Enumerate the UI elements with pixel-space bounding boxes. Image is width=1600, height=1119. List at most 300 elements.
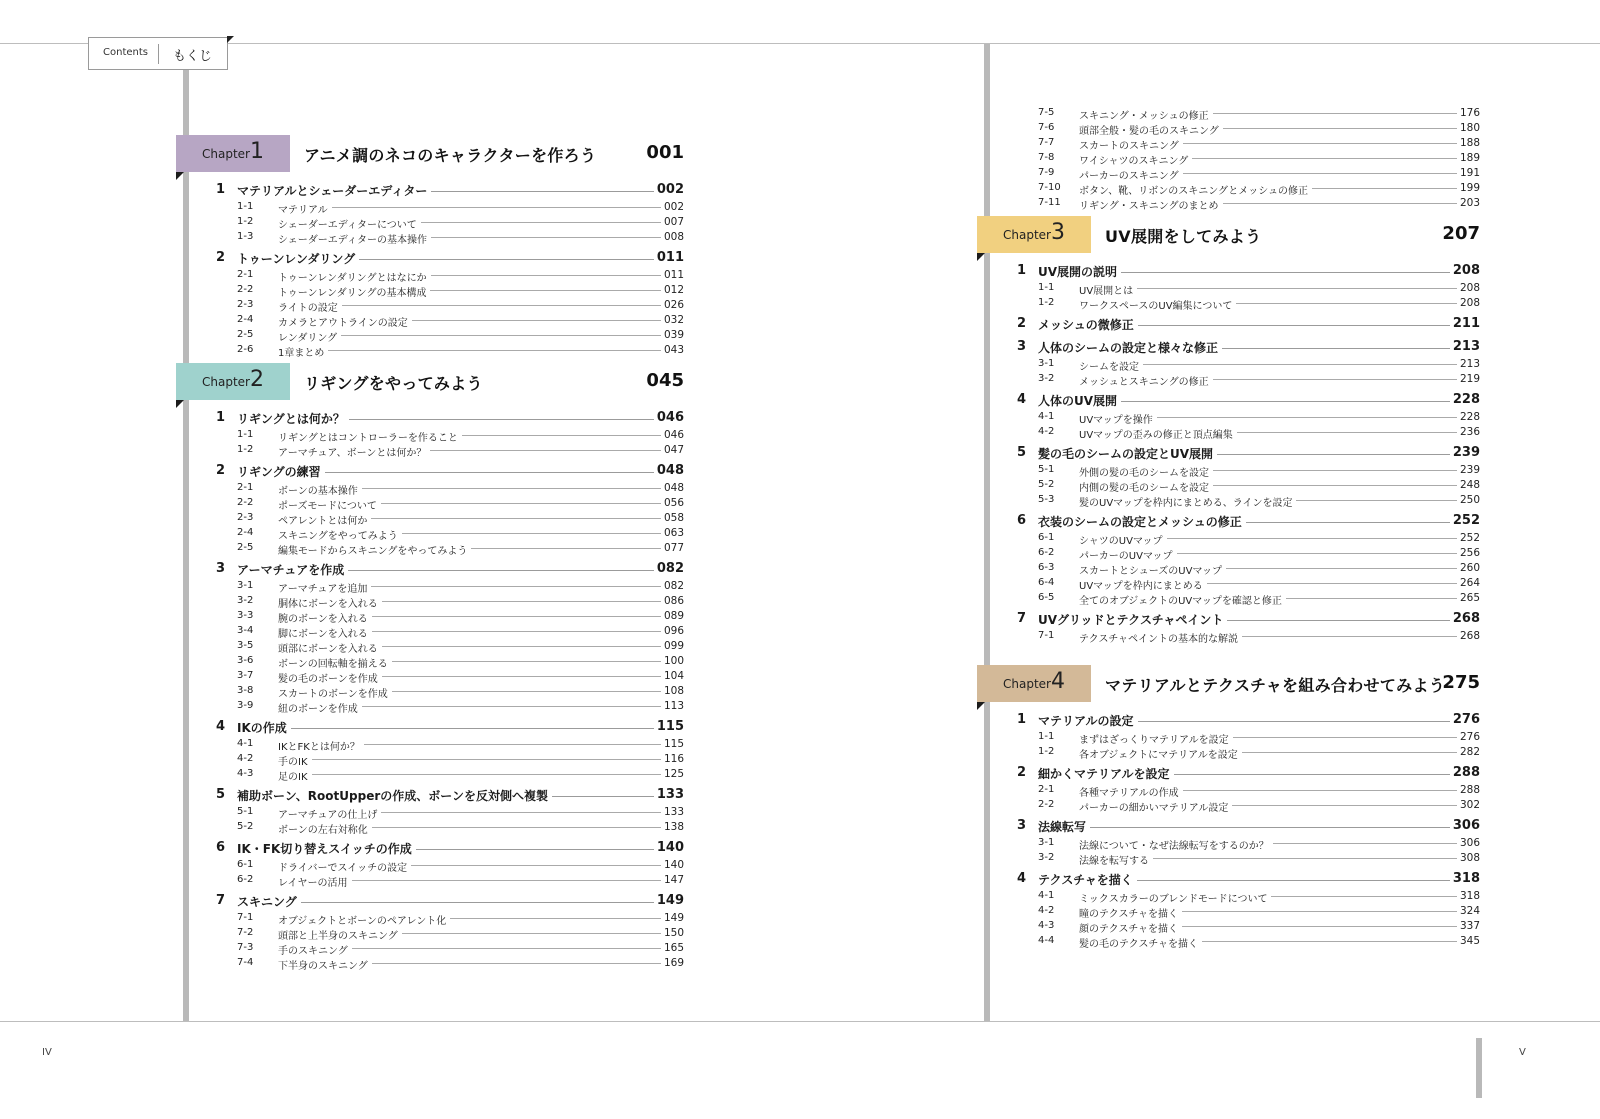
subsection-number: 3-1 — [237, 580, 254, 591]
subsection-number: 3-1 — [1038, 837, 1055, 848]
toc-section[interactable] — [176, 784, 684, 804]
subsection-page: 256 — [1457, 547, 1480, 559]
toc-subsection[interactable] — [176, 668, 684, 683]
subsection-number: 2-1 — [237, 269, 254, 280]
subsection-number: 2-5 — [237, 542, 254, 553]
toc-section[interactable] — [977, 389, 1480, 409]
subsection-number: 1-2 — [1038, 746, 1055, 757]
toc-subsection[interactable] — [977, 135, 1480, 150]
subsection-page: 099 — [661, 640, 684, 652]
chapter-header-3[interactable] — [977, 216, 1480, 254]
subsection-title: 髪のUVマップを枠内にまとめる、ラインを設定 — [1079, 494, 1296, 509]
subsection-page: 302 — [1457, 799, 1480, 811]
section-number: 5 — [216, 787, 226, 802]
subsection-number: 7-8 — [1038, 152, 1055, 163]
section-page: 318 — [1450, 871, 1480, 886]
contents-jp-label: もくじ — [173, 49, 213, 64]
subsection-number: 2-6 — [237, 344, 254, 355]
subsection-title: レンダリング — [278, 329, 341, 344]
subsection-page: 248 — [1457, 479, 1480, 491]
section-page: 213 — [1450, 339, 1480, 354]
right-toc-column — [977, 105, 1480, 948]
toc-subsection[interactable] — [977, 280, 1480, 295]
section-title: リギングの練習 — [237, 463, 325, 480]
toc-section[interactable] — [977, 709, 1480, 729]
contents-label: Contents — [103, 47, 148, 58]
section-number: 2 — [216, 250, 226, 265]
subsection-title: 内側の髪の毛のシームを設定 — [1079, 479, 1213, 494]
subsection-number: 3-2 — [1038, 852, 1055, 863]
chapter-label: Chapter — [202, 375, 250, 389]
toc-subsection[interactable] — [176, 495, 684, 510]
section-page: 252 — [1450, 513, 1480, 528]
subsection-page: 048 — [661, 482, 684, 494]
subsection-number: 2-4 — [237, 314, 254, 325]
section-title: 髪の毛のシームの設定とUV展開 — [1038, 445, 1217, 462]
subsection-number: 6-1 — [1038, 532, 1055, 543]
subsection-page: 032 — [661, 314, 684, 326]
subsection-number: 2-2 — [237, 497, 254, 508]
subsection-page: 149 — [661, 912, 684, 924]
subsection-page: 086 — [661, 595, 684, 607]
toc-subsection[interactable] — [977, 628, 1480, 643]
toc-section[interactable] — [977, 815, 1480, 835]
subsection-page: 260 — [1457, 562, 1480, 574]
subsection-title: 法線について・なぜ法線転写をするのか？ — [1079, 837, 1273, 852]
subsection-title: レイヤーの活用 — [278, 874, 352, 889]
subsection-page: 046 — [661, 429, 684, 441]
section-title: 法線転写 — [1038, 818, 1090, 835]
toc-subsection[interactable] — [176, 736, 684, 751]
subsection-title: 髪の毛のボーンを作成 — [278, 670, 382, 685]
subsection-page: 011 — [661, 269, 684, 281]
toc-subsection[interactable] — [977, 797, 1480, 812]
subsection-page: 082 — [661, 580, 684, 592]
toc-subsection[interactable] — [176, 525, 684, 540]
subsection-page: 276 — [1457, 731, 1480, 743]
subsection-title: UVマップの歪みの修正と頂点編集 — [1079, 426, 1237, 441]
subsection-page: 026 — [661, 299, 684, 311]
subsection-title: ミックスカラーのブレンドモードについて — [1079, 890, 1271, 905]
section-title: IKの作成 — [237, 719, 291, 736]
chapter-title: マテリアルとテクスチャを組み合わせてみよう — [1105, 676, 1446, 695]
subsection-title: UVマップを操作 — [1079, 411, 1157, 426]
toc-subsection[interactable] — [176, 925, 684, 940]
toc-subsection[interactable] — [176, 593, 684, 608]
subsection-title: UV展開とは — [1079, 282, 1137, 297]
toc-subsection[interactable] — [176, 857, 684, 872]
subsection-title: ボタン、靴、リボンのスキニングとメッシュの修正 — [1079, 182, 1312, 197]
subsection-title: カメラとアウトラインの設定 — [278, 314, 412, 329]
subsection-title: 頭部全般・髪の毛のスキニング — [1079, 122, 1223, 137]
subsection-number: 7-1 — [1038, 630, 1055, 641]
subsection-number: 5-1 — [1038, 464, 1055, 475]
subsection-title: メッシュとスキニングの修正 — [1079, 373, 1213, 388]
section-page: 140 — [654, 840, 684, 855]
subsection-title: アーマチュアを追加 — [278, 580, 371, 595]
section-number: 6 — [216, 840, 226, 855]
toc-subsection[interactable] — [176, 427, 684, 442]
subsection-page: 008 — [661, 231, 684, 243]
toc-subsection[interactable] — [176, 327, 684, 342]
subsection-number: 4-1 — [1038, 890, 1055, 901]
subsection-title: パーカーのUVマップ — [1079, 547, 1177, 562]
subsection-page: 337 — [1457, 920, 1480, 932]
subsection-number: 3-3 — [237, 610, 254, 621]
section-page: 002 — [654, 182, 684, 197]
subsection-number: 4-2 — [1038, 426, 1055, 437]
section-page: 268 — [1450, 611, 1480, 626]
subsection-page: 324 — [1457, 905, 1480, 917]
subsection-page: 236 — [1457, 426, 1480, 438]
toc-section[interactable] — [977, 260, 1480, 280]
subsection-page: 265 — [1457, 592, 1480, 604]
toc-subsection[interactable] — [977, 462, 1480, 477]
toc-subsection[interactable] — [176, 698, 684, 713]
toc-subsection[interactable] — [977, 560, 1480, 575]
toc-subsection[interactable] — [176, 442, 684, 457]
toc-subsection[interactable] — [176, 199, 684, 214]
subsection-page: 188 — [1457, 137, 1480, 149]
toc-section[interactable] — [176, 890, 684, 910]
toc-section[interactable] — [977, 762, 1480, 782]
section-title: テクスチャを描く — [1038, 871, 1137, 888]
subsection-title: ワイシャツのスキニング — [1079, 152, 1192, 167]
section-title: 人体のUV展開 — [1038, 392, 1121, 409]
subsection-title: マテリアル — [278, 201, 332, 216]
toc-subsection[interactable] — [977, 150, 1480, 165]
subsection-page: 264 — [1457, 577, 1480, 589]
subsection-page: 165 — [661, 942, 684, 954]
toc-subsection[interactable] — [977, 195, 1480, 210]
subsection-page: 306 — [1457, 837, 1480, 849]
section-title: UV展開の説明 — [1038, 263, 1121, 280]
chapter-number: 3 — [1051, 220, 1065, 245]
toc-subsection[interactable] — [176, 910, 684, 925]
subsection-title: 外側の髪の毛のシームを設定 — [1079, 464, 1213, 479]
chapter-header-1[interactable] — [176, 135, 684, 173]
subsection-number: 7-10 — [1038, 182, 1061, 193]
subsection-number: 7-5 — [1038, 107, 1055, 118]
toc-subsection[interactable] — [176, 819, 684, 834]
subsection-number: 3-9 — [237, 700, 254, 711]
subsection-number: 5-2 — [1038, 479, 1055, 490]
subsection-page: 115 — [661, 738, 684, 750]
left-toc-column — [176, 135, 684, 970]
subsection-title: パーカーの細かいマテリアル設定 — [1079, 799, 1232, 814]
right-folio: V — [1519, 1047, 1526, 1058]
subsection-title: シェーダーエディターの基本操作 — [278, 231, 431, 246]
toc-subsection[interactable] — [977, 371, 1480, 386]
toc-section[interactable] — [977, 868, 1480, 888]
section-page: 149 — [654, 893, 684, 908]
subsection-page: 318 — [1457, 890, 1480, 902]
subsection-number: 6-2 — [1038, 547, 1055, 558]
subsection-title: 足のIK — [278, 768, 312, 783]
subsection-page: 213 — [1457, 358, 1480, 370]
toc-subsection[interactable] — [176, 955, 684, 970]
subsection-page: 268 — [1457, 630, 1480, 642]
subsection-number: 3-7 — [237, 670, 254, 681]
toc-subsection[interactable] — [176, 804, 684, 819]
leader-line — [237, 728, 676, 729]
subsection-title: ドライバーでスイッチの設定 — [278, 859, 411, 874]
left-folio: IV — [42, 1047, 52, 1058]
section-number: 1 — [216, 410, 226, 425]
toc-subsection[interactable] — [176, 214, 684, 229]
toc-subsection[interactable] — [176, 608, 684, 623]
toc-subsection[interactable] — [977, 477, 1480, 492]
section-number: 3 — [1017, 339, 1027, 354]
subsection-page: 125 — [661, 768, 684, 780]
toc-subsection[interactable] — [977, 530, 1480, 545]
subsection-page: 138 — [661, 821, 684, 833]
toc-subsection[interactable] — [977, 105, 1480, 120]
subsection-number: 6-2 — [237, 874, 254, 885]
subsection-number: 6-3 — [1038, 562, 1055, 573]
subsection-number: 4-1 — [237, 738, 254, 749]
toc-subsection[interactable] — [977, 165, 1480, 180]
subsection-page: 063 — [661, 527, 684, 539]
toc-subsection[interactable] — [176, 540, 684, 555]
contents-tab — [88, 37, 228, 70]
toc-section[interactable] — [176, 716, 684, 736]
toc-subsection[interactable] — [977, 295, 1480, 310]
section-page: 115 — [654, 719, 684, 734]
subsection-title: シャツのUVマップ — [1079, 532, 1167, 547]
toc-section[interactable] — [176, 407, 684, 427]
section-page: 133 — [654, 787, 684, 802]
subsection-number: 7-6 — [1038, 122, 1055, 133]
section-page: 082 — [654, 561, 684, 576]
subsection-title: ボーンの左右対称化 — [278, 821, 372, 836]
toc-subsection[interactable] — [176, 282, 684, 297]
section-title: IK・FK切り替えスイッチの作成 — [237, 840, 416, 857]
toc-subsection[interactable] — [176, 297, 684, 312]
subsection-number: 1-1 — [237, 201, 254, 212]
subsection-title: ポーズモードについて — [278, 497, 381, 512]
toc-section[interactable] — [176, 460, 684, 480]
toc-subsection[interactable] — [176, 751, 684, 766]
subsection-title: ボーンの回転軸を揃える — [278, 655, 392, 670]
section-number: 7 — [216, 893, 226, 908]
section-number: 4 — [216, 719, 226, 734]
bottom-rule — [0, 1021, 1600, 1022]
chapter-badge — [977, 665, 1091, 702]
subsection-page: 007 — [661, 216, 684, 228]
subsection-page: 039 — [661, 329, 684, 341]
chapter-number: 1 — [250, 139, 264, 164]
toc-subsection[interactable] — [977, 409, 1480, 424]
subsection-page: 208 — [1457, 282, 1480, 294]
subsection-page: 282 — [1457, 746, 1480, 758]
subsection-number: 1-2 — [1038, 297, 1055, 308]
subsection-title: 胴体にボーンを入れる — [278, 595, 382, 610]
subsection-number: 3-1 — [1038, 358, 1055, 369]
toc-section[interactable] — [176, 179, 684, 199]
leader-line — [237, 902, 676, 903]
toc-subsection[interactable] — [176, 638, 684, 653]
toc-subsection[interactable] — [176, 267, 684, 282]
subsection-title: 手のIK — [278, 753, 312, 768]
section-title: マテリアルとシェーダーエディター — [237, 182, 431, 199]
subsection-number: 7-9 — [1038, 167, 1055, 178]
subsection-title: アーマチュアの仕上げ — [278, 806, 381, 821]
toc-subsection[interactable] — [176, 578, 684, 593]
subsection-title: 頭部と上半身のスキニング — [278, 927, 402, 942]
subsection-page: 116 — [661, 753, 684, 765]
toc-section[interactable] — [176, 837, 684, 857]
subsection-title: トゥーンレンダリングとはなにか — [278, 269, 431, 284]
chapter-number: 4 — [1051, 669, 1065, 694]
toc-subsection[interactable] — [176, 940, 684, 955]
toc-subsection[interactable] — [977, 729, 1480, 744]
subsection-page: 250 — [1457, 494, 1480, 506]
toc-subsection[interactable] — [977, 782, 1480, 797]
toc-subsection[interactable] — [977, 918, 1480, 933]
section-page: 276 — [1450, 712, 1480, 727]
toc-subsection[interactable] — [977, 888, 1480, 903]
leader-line — [1079, 288, 1472, 289]
chapter-badge — [977, 216, 1091, 253]
toc-subsection[interactable] — [977, 356, 1480, 371]
subsection-page: 219 — [1457, 373, 1480, 385]
toc-subsection[interactable] — [977, 545, 1480, 560]
subsection-title: スキニング・メッシュの修正 — [1079, 107, 1213, 122]
subsection-number: 2-3 — [237, 299, 254, 310]
subsection-title: 法線を転写する — [1079, 852, 1153, 867]
subsection-page: 199 — [1457, 182, 1480, 194]
toc-subsection[interactable] — [977, 590, 1480, 605]
subsection-title: 脚にボーンを入れる — [278, 625, 372, 640]
subsection-number: 1-2 — [237, 444, 254, 455]
toc-subsection[interactable] — [176, 480, 684, 495]
toc-section[interactable] — [977, 336, 1480, 356]
section-title: アーマチュアを作成 — [237, 561, 348, 578]
subsection-number: 2-5 — [237, 329, 254, 340]
chapter-title: リギングをやってみよう — [304, 374, 483, 393]
subsection-title: 紐のボーンを作成 — [278, 700, 362, 715]
subsection-title: スキニングをやってみよう — [278, 527, 402, 542]
chapter-header-4[interactable] — [977, 665, 1480, 703]
subsection-page: 108 — [661, 685, 684, 697]
toc-subsection[interactable] — [176, 510, 684, 525]
section-title: 細かくマテリアルを設定 — [1038, 765, 1174, 782]
subsection-title: 各種マテリアルの作成 — [1079, 784, 1183, 799]
toc-section[interactable] — [977, 442, 1480, 462]
section-number: 3 — [216, 561, 226, 576]
subsection-page: 176 — [1457, 107, 1480, 119]
toc-subsection[interactable] — [176, 229, 684, 244]
subsection-title: 顔のテクスチャを描く — [1079, 920, 1182, 935]
subsection-title: 頭部にボーンを入れる — [278, 640, 382, 655]
toc-section[interactable] — [977, 510, 1480, 530]
subsection-number: 1-2 — [237, 216, 254, 227]
chapter-title: アニメ調のネコのキャラクターを作ろう — [304, 146, 597, 165]
subsection-page: 058 — [661, 512, 684, 524]
section-title: 衣装のシームの設定とメッシュの修正 — [1038, 513, 1246, 530]
toc-subsection[interactable] — [176, 623, 684, 638]
toc-subsection[interactable] — [176, 766, 684, 781]
chapter-header-2[interactable] — [176, 363, 684, 401]
toc-section[interactable] — [977, 313, 1480, 333]
toc-section[interactable] — [977, 608, 1480, 628]
section-number: 2 — [216, 463, 226, 478]
subsection-number: 1-3 — [237, 231, 254, 242]
toc-section[interactable] — [176, 558, 684, 578]
toc-subsection[interactable] — [977, 492, 1480, 507]
subsection-title: ワークスペースのUV編集について — [1079, 297, 1236, 312]
section-number: 7 — [1017, 611, 1027, 626]
subsection-title: パーカーのスキニング — [1079, 167, 1183, 182]
section-number: 6 — [1017, 513, 1027, 528]
subsection-number: 4-4 — [1038, 935, 1055, 946]
toc-subsection[interactable] — [977, 424, 1480, 439]
toc-subsection[interactable] — [176, 653, 684, 668]
subsection-number: 6-1 — [237, 859, 254, 870]
subsection-number: 4-3 — [1038, 920, 1055, 931]
subsection-title: スカートのボーンを作成 — [278, 685, 392, 700]
subsection-title: スカートとシューズのUVマップ — [1079, 562, 1226, 577]
chapter-badge — [176, 135, 290, 172]
subsection-page: 002 — [661, 201, 684, 213]
toc-subsection[interactable] — [977, 835, 1480, 850]
section-number: 3 — [1017, 818, 1027, 833]
subsection-title: 1章まとめ — [278, 344, 328, 359]
section-title: 補助ボーン、RootUpperの作成、ボーンを反対側へ複製 — [237, 787, 552, 804]
subsection-page: 189 — [1457, 152, 1480, 164]
section-page: 288 — [1450, 765, 1480, 780]
section-title: マテリアルの設定 — [1038, 712, 1138, 729]
toc-subsection[interactable] — [176, 683, 684, 698]
section-page: 211 — [1450, 316, 1480, 331]
toc-subsection[interactable] — [977, 575, 1480, 590]
subsection-page: 239 — [1457, 464, 1480, 476]
toc-subsection[interactable] — [176, 872, 684, 887]
subsection-page: 147 — [661, 874, 684, 886]
subsection-page: 203 — [1457, 197, 1480, 209]
subsection-number: 7-3 — [237, 942, 254, 953]
subsection-number: 5-1 — [237, 806, 254, 817]
subsection-number: 3-4 — [237, 625, 254, 636]
chapter-page: 207 — [1442, 223, 1480, 244]
subsection-page: 140 — [661, 859, 684, 871]
subsection-page: 169 — [661, 957, 684, 969]
subsection-title: IKとFKとは何か？ — [278, 738, 364, 753]
subsection-page: 208 — [1457, 297, 1480, 309]
toc-subsection[interactable] — [977, 850, 1480, 865]
subsection-number: 1-1 — [1038, 731, 1055, 742]
subsection-number: 3-5 — [237, 640, 254, 651]
toc-subsection[interactable] — [977, 933, 1480, 948]
section-page: 046 — [654, 410, 684, 425]
subsection-title: 編集モードからスキニングをやってみよう — [278, 542, 471, 557]
toc-subsection[interactable] — [977, 744, 1480, 759]
section-page: 228 — [1450, 392, 1480, 407]
subsection-page: 345 — [1457, 935, 1480, 947]
subsection-title: オブジェクトとボーンのペアレント化 — [278, 912, 450, 927]
toc-subsection[interactable] — [977, 903, 1480, 918]
toc-section[interactable] — [176, 247, 684, 267]
toc-subsection[interactable] — [176, 312, 684, 327]
toc-subsection[interactable] — [977, 120, 1480, 135]
toc-subsection[interactable] — [176, 342, 684, 357]
subsection-number: 2-2 — [237, 284, 254, 295]
section-number: 4 — [1017, 392, 1027, 407]
top-rule — [0, 43, 1600, 44]
toc-subsection[interactable] — [977, 180, 1480, 195]
subsection-title: 下半身のスキニング — [278, 957, 372, 972]
